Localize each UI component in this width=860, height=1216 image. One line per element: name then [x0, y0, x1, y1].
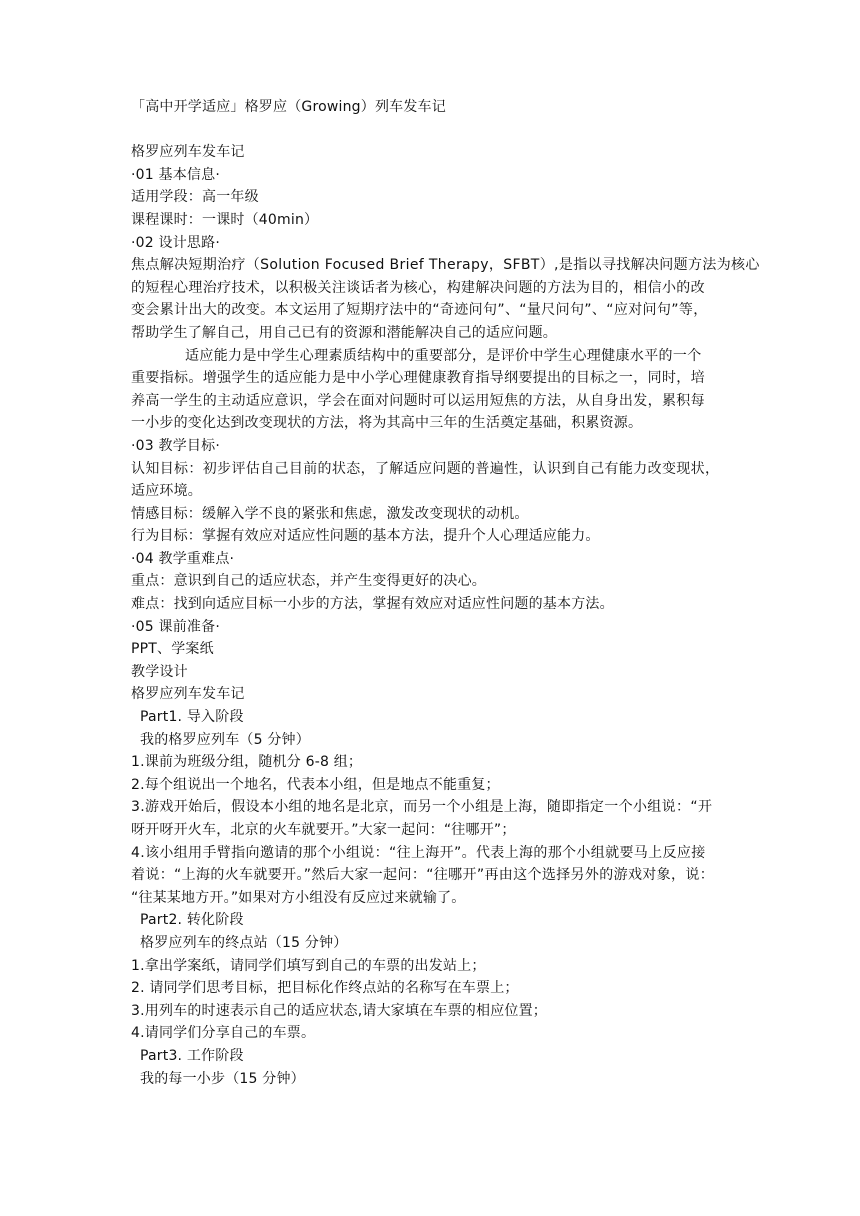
list-item: 3.游戏开始后，假设本小组的地名是北京，而另一个小组是上海，随即指定一个小组说：“开 — [131, 799, 713, 816]
text-line: 行为目标：掌握有效应对适应性问题的基本方法，提升个人心理适应能力。 — [131, 528, 600, 545]
paragraph-line: 养高一学生的主动适应意识，学会在面对问题时可以运用短焦的方法，从自身出发，累积每 — [131, 392, 705, 409]
part-heading: Part3. 工作阶段 — [140, 1047, 244, 1064]
text-line: 适用学段：高一年级 — [131, 189, 259, 206]
list-item: 2.每个组说出一个地名，代表本小组，但是地点不能重复； — [131, 776, 500, 793]
list-item: 4.请同学们分享自己的车票。 — [131, 1025, 316, 1042]
section-label: ·04 教学重难点· — [131, 550, 235, 567]
list-item-continued: 着说：“上海的火车就要开。”然后大家一起问：“往哪开”再由这个选择另外的游戏对象，说： — [131, 867, 715, 884]
paragraph-line: 重要指标。增强学生的适应能力是中小学心理健康教育指导纲要提出的目标之一，同时，培 — [131, 370, 705, 387]
section-label: ·02 设计思路· — [131, 234, 220, 251]
document-page — [131, 96, 760, 1090]
part-heading: Part1. 导入阶段 — [140, 709, 244, 726]
section-label: ·01 基本信息· — [131, 166, 220, 183]
activity-title: 我的格罗应列车（5 分钟） — [140, 731, 310, 748]
text-line: 情感目标：缓解入学不良的紧张和焦虑，激发改变现状的动机。 — [131, 505, 529, 522]
list-item: 1.课前为班级分组，随机分 6-8 组； — [131, 754, 363, 771]
document-title: 「高中开学适应」格罗应（Growing）列车发车记 — [131, 99, 446, 115]
text-line: 难点：找到向适应目标一小步的方法，掌握有效应对适应性问题的基本方法。 — [131, 596, 614, 613]
paragraph-line: 的短程心理治疗技术，以积极关注谈话者为核心，构建解决问题的方法为目的，相信小的改 — [131, 279, 705, 296]
paragraph-line: 变会累计出大的改变。本文运用了短期疗法中的“奇迹问句”、“量尺问句”、“应对问句”等， — [131, 302, 708, 319]
paragraph-line: 适应能力是中学生心理素质结构中的重要部分，是评价中学生心理健康水平的一个 — [185, 347, 702, 364]
paragraph-line: 认知目标：初步评估自己目前的状态，了解适应问题的普遍性，认识到自己有能力改变现状， — [131, 460, 720, 477]
paragraph-line: 帮助学生了解自己，用自己已有的资源和潜能解决自己的适应问题。 — [131, 324, 557, 341]
list-item: 2. 请同学们思考目标，把目标化作终点站的名称写在车票上； — [131, 980, 519, 997]
section-heading: 格罗应列车发车记 — [131, 144, 245, 161]
text-line: 课程课时：一课时（40min） — [131, 211, 319, 228]
section-heading: 格罗应列车发车记 — [131, 686, 245, 703]
part-heading: Part2. 转化阶段 — [140, 912, 244, 929]
list-item-continued: 呀开呀开火车，北京的火车就要开。”大家一起问：“往哪开”； — [131, 822, 516, 838]
text-line: 重点：意识到自己的适应状态，并产生变得更好的决心。 — [131, 573, 486, 590]
activity-title: 我的每一小步（15 分钟） — [140, 1070, 305, 1087]
list-item-continued: “往某某地方开。”如果对方小组没有反应过来就输了。 — [131, 889, 466, 906]
activity-title: 格罗应列车的终点站（15 分钟） — [140, 934, 348, 951]
list-item: 3.用列车的时速表示自己的适应状态,请大家填在车票的相应位置； — [131, 1002, 548, 1019]
section-label: ·03 教学目标· — [131, 437, 220, 454]
paragraph-line: 适应环境。 — [131, 483, 202, 500]
paragraph-line: 一小步的变化达到改变现状的方法，将为其高中三年的生活奠定基础，积累资源。 — [131, 415, 643, 432]
list-item: 1.拿出学案纸，请同学们填写到自己的车票的出发站上； — [131, 957, 486, 974]
section-label: ·05 课前准备· — [131, 618, 220, 635]
list-item: 4.该小组用手臂指向邀请的那个小组说：“往上海开”。代表上海的那个小组就要马上反应接 — [131, 844, 706, 861]
text-line: PPT、学案纸 — [131, 641, 214, 658]
paragraph-line: 焦点解决短期治疗（Solution Focused Brief Therapy，SFBT）,是指以寻找解决问题方法为核心 — [131, 257, 760, 274]
section-heading: 教学设计 — [131, 663, 188, 680]
